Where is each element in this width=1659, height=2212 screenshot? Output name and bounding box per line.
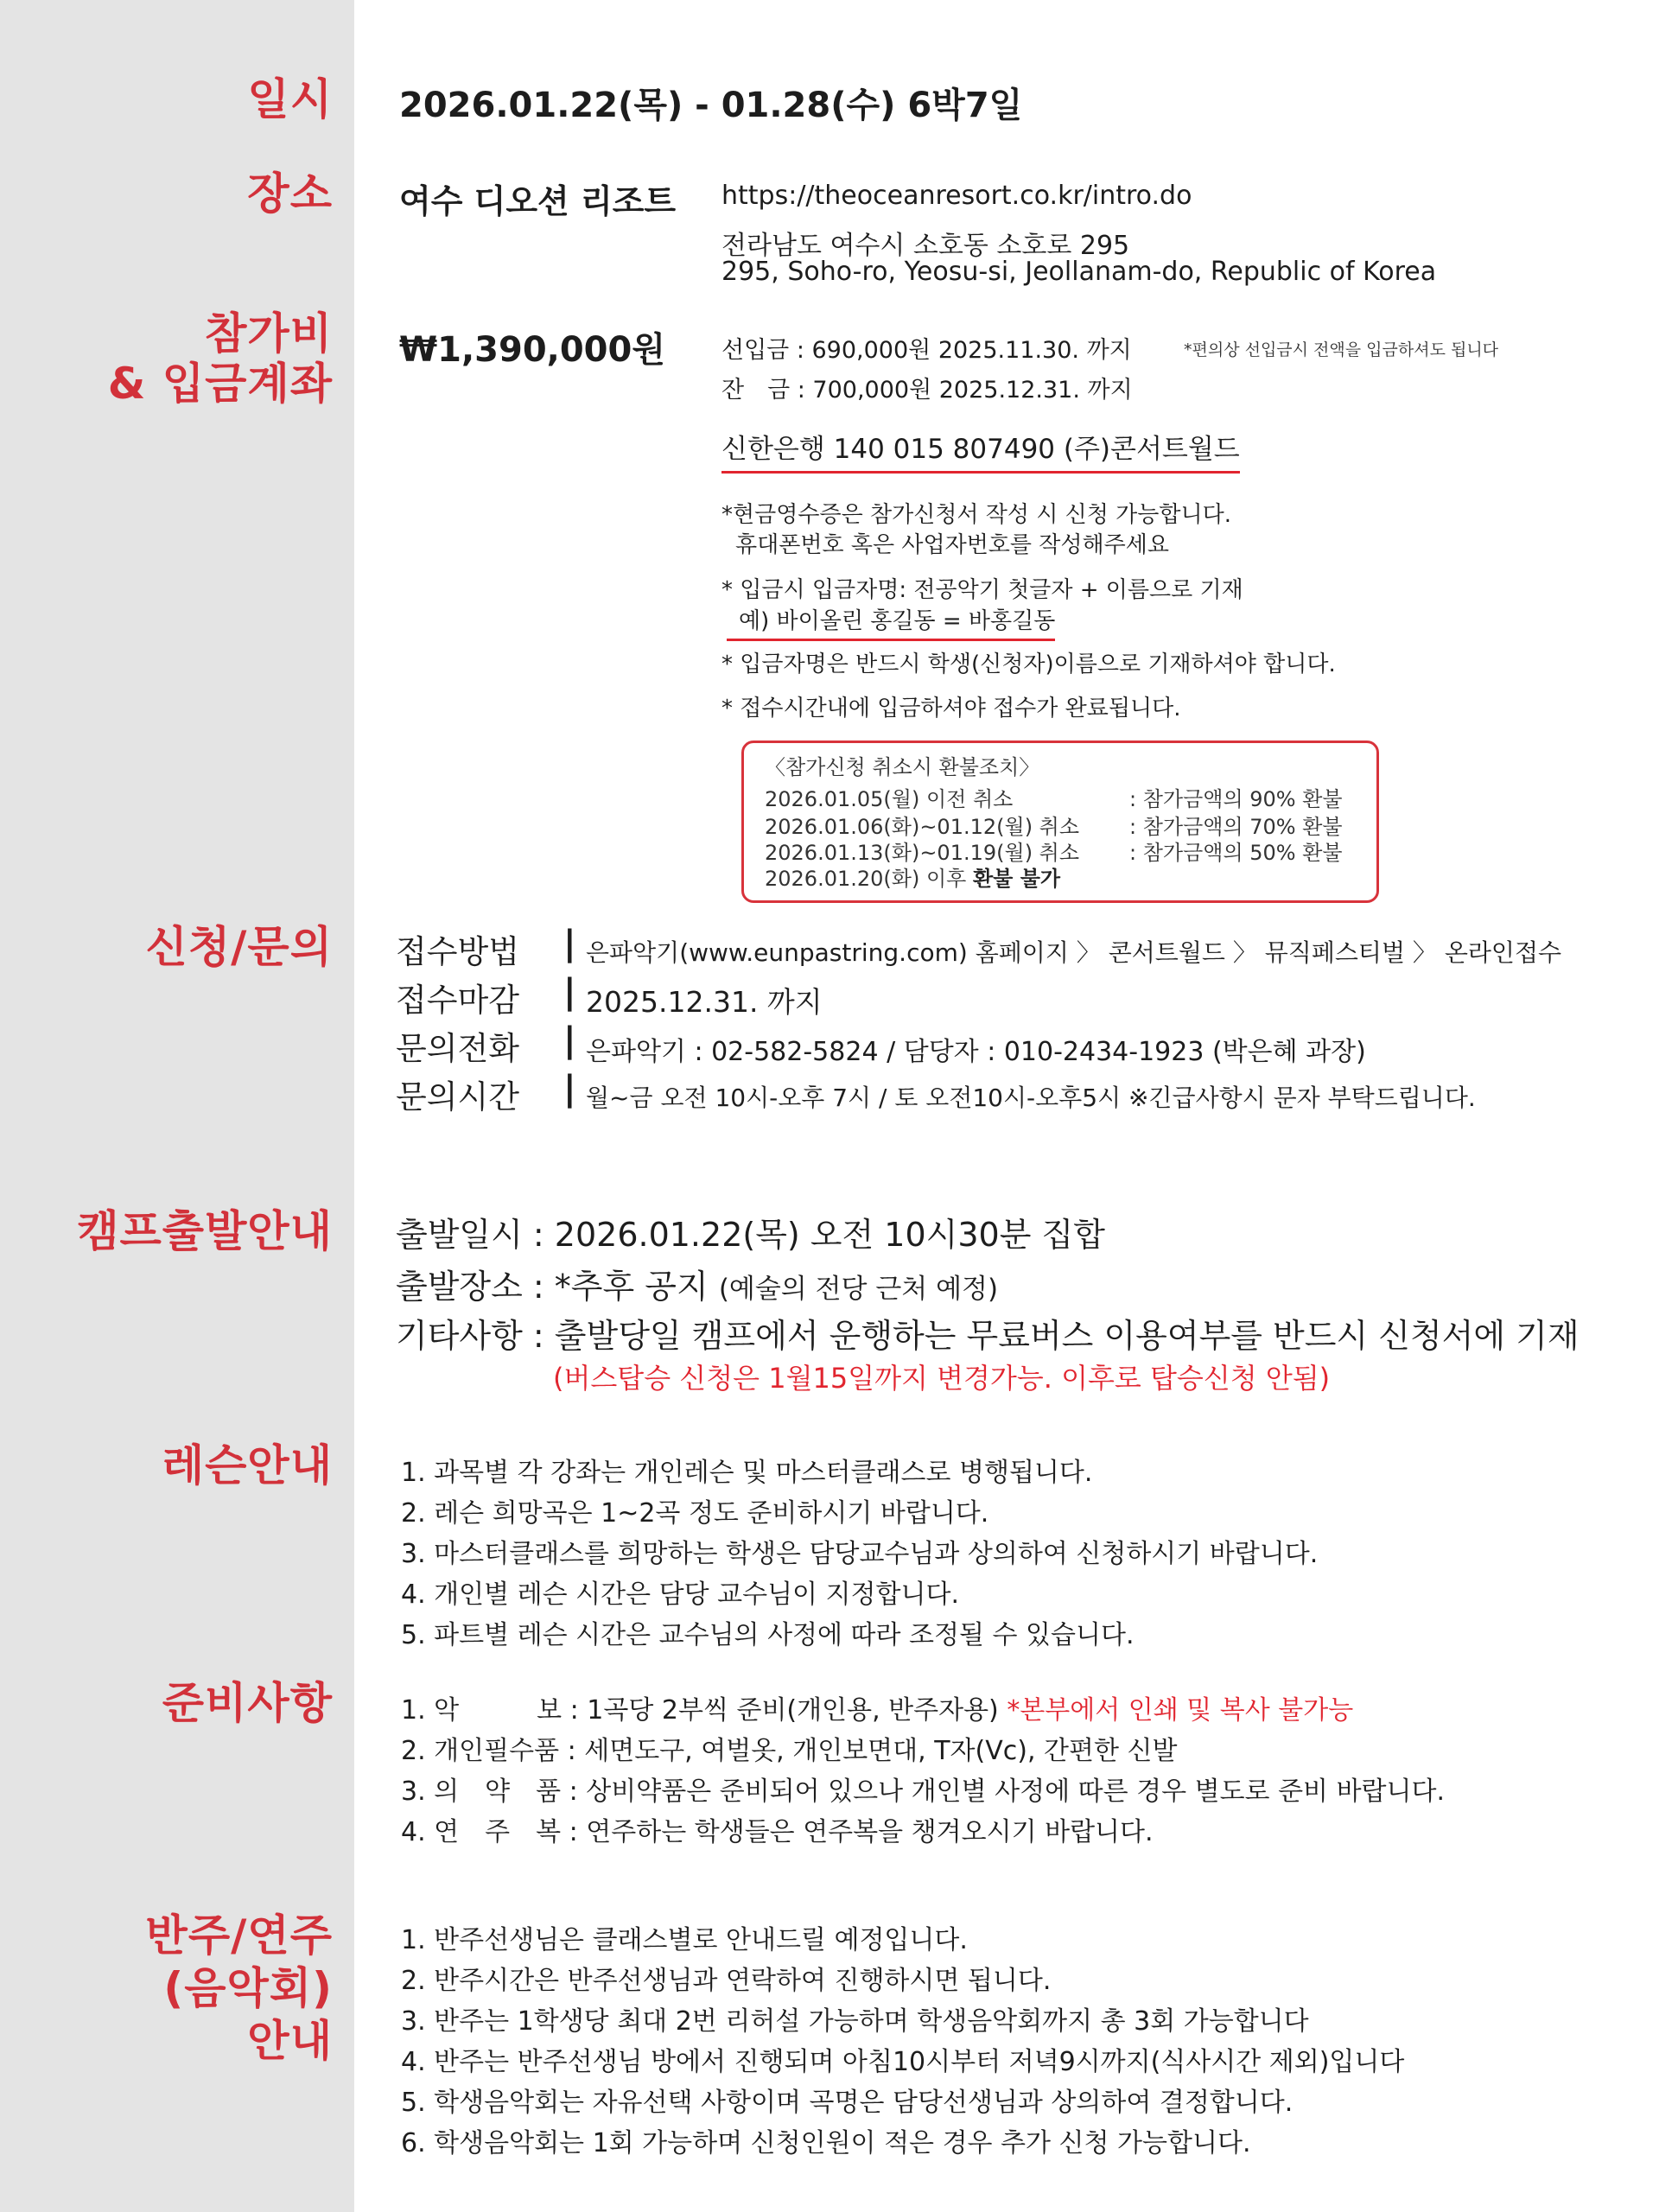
divider-bar: | (563, 1020, 576, 1060)
label-accompany: 반주/연주 (145, 1910, 333, 1961)
label-fee: 참가비 (205, 308, 333, 359)
apply-deadline-value: 2025.12.31. 까지 (586, 985, 823, 1019)
fee-note-3: * 입금시 입금자명: 전공악기 첫글자 + 이름으로 기재 (721, 577, 1243, 603)
no-refund-text: 환불 불가 (972, 867, 1061, 891)
refund-policy-box (741, 741, 1379, 903)
label-lesson: 레슨안내 (162, 1440, 333, 1491)
contact-hours-value: 월~금 오전 10시-오후 7시 / 토 오전10시-오후5시 ※긴급사항시 문자 부탁드립니다. (586, 1084, 1476, 1112)
list-item: 1. 과목별 각 강좌는 개인레슨 및 마스터클래스로 병행됩니다. (401, 1458, 1093, 1488)
venue-url[interactable]: https://theoceanresort.co.kr/intro.do (721, 181, 1192, 211)
contact-hours-key: 문의시간 (396, 1078, 519, 1116)
refund-policy-3: : 참가금액의 50% 환불 (1129, 841, 1343, 865)
bank-account: 신한은행 140 015 807490 (주)콘서트월드 (721, 427, 1240, 474)
list-item: 3. 의 약 품 : 상비약품은 준비되어 있으나 개인별 사정에 따른 경우 별도로 준비 바랍니다. (401, 1777, 1446, 1807)
divider-bar: | (563, 1069, 576, 1109)
camp-departure-time: 출발일시 : 2026.01.22(목) 오전 10시30분 집합 (396, 1216, 1105, 1254)
list-item: 4. 반주는 반주선생님 방에서 진행되며 아침10시부터 저녁9시까지(식사시간 제외)입니다 (401, 2047, 1405, 2077)
label-fee-account: & 입금계좌 (107, 359, 333, 409)
list-item: 2. 레슨 희망곡은 1~2곡 정도 준비하시기 바랍니다. (401, 1498, 989, 1529)
prep-list (401, 1690, 1445, 1853)
list-item: 6. 학생음악회는 1회 가능하며 신청인원이 적은 경우 추가 신청 가능합니다. (401, 2128, 1251, 2158)
fee-note-6: * 접수시간내에 입금하셔야 접수가 완료됩니다. (721, 696, 1181, 721)
refund-policy-2: : 참가금액의 70% 환불 (1129, 815, 1343, 839)
venue-name: 여수 디오션 리조트 (399, 182, 677, 220)
camp-other-info: 기타사항 : 출발당일 캠프에서 운행하는 무료버스 이용여부를 반드시 신청서에 기재 (396, 1317, 1580, 1355)
venue-address-en: 295, Soho-ro, Yeosu-si, Jeollanam-do, Republic of Korea (721, 257, 1437, 287)
list-item: 2. 반주시간은 반주선생님과 연락하여 진행하시면 됩니다. (401, 1966, 1052, 1996)
list-item (401, 1690, 1445, 1731)
label-camp: 캠프출발안내 (77, 1206, 333, 1256)
list-item: 5. 학생음악회는 자유선택 사항이며 곡명은 담당선생님과 상의하여 결정합니다. (401, 2088, 1294, 2118)
list-item: 3. 마스터클래스를 희망하는 학생은 담당교수님과 상의하여 신청하시기 바랍니다. (401, 1539, 1319, 1569)
prep-item-1-warning: *본부에서 인쇄 및 복사 불가능 (1007, 1695, 1354, 1726)
label-apply: 신청/문의 (145, 922, 333, 972)
fee-balance: 잔 금 : 700,000원 2025.12.31. 까지 (721, 377, 1133, 404)
list-item: 5. 파트별 레슨 시간은 교수님의 사정에 따라 조정될 수 있습니다. (401, 1620, 1135, 1650)
prep-item-1: 1. 악 보 : 1곡당 2부씩 준비(개인용, 반주자용) (401, 1695, 999, 1726)
apply-method-key: 접수방법 (396, 933, 519, 970)
label-date: 일시 (247, 74, 333, 124)
label-concert: (음악회) (163, 1963, 333, 2013)
contact-phone-key: 문의전화 (396, 1030, 519, 1067)
fee-note-1: *현금영수증은 참가신청서 작성 시 신청 가능합니다. (721, 502, 1232, 528)
divider-bar: | (563, 924, 576, 963)
lesson-list (401, 1452, 1318, 1656)
refund-period-4-text: 2026.01.20(화) 이후 (765, 867, 967, 891)
label-guide: 안내 (247, 2016, 333, 2066)
refund-period-2: 2026.01.06(화)~01.12(월) 취소 (765, 815, 1080, 839)
refund-title: 〈참가신청 취소시 환불조치〉 (765, 755, 1040, 779)
refund-period-1: 2026.01.05(월) 이전 취소 (765, 787, 1014, 811)
venue-address-ko: 전라남도 여수시 소호동 소호로 295 (721, 231, 1130, 261)
bus-warning: (버스탑승 신청은 1월15일까지 변경가능. 이후로 탑승신청 안됨) (553, 1362, 1331, 1395)
fee-note-5: * 입금자명은 반드시 학생(신청자)이름으로 기재하셔야 합니다. (721, 652, 1336, 677)
divider-bar: | (563, 972, 576, 1012)
accompany-list (401, 1920, 1404, 2164)
camp-departure-place-text: 출발장소 : *추후 공지 (396, 1268, 709, 1306)
fee-note-4: 예) 바이올린 홍길동 = 바홍길동 (727, 603, 1055, 641)
contact-phone-value: 은파악기 : 02-582-5824 / 담당자 : 010-2434-1923 (박은혜 과장) (586, 1037, 1366, 1067)
fee-deposit: 선입금 : 690,000원 2025.11.30. 까지 (721, 337, 1132, 364)
camp-departure-place (396, 1260, 998, 1307)
list-item: 2. 개인필수품 : 세면도구, 여벌옷, 개인보면대, T자(Vc), 간편한 신발 (401, 1736, 1178, 1766)
schedule-dates: 2026.01.22(목) - 01.28(수) 6박7일 (399, 86, 1023, 125)
list-item: 4. 연 주 복 : 연주하는 학생들은 연주복을 챙겨오시기 바랍니다. (401, 1817, 1154, 1847)
refund-period-4 (765, 861, 1060, 892)
apply-method-value: 은파악기(www.eunpastring.com) 홈페이지 〉 콘서트월드 〉 뮤직페스티벌 〉 온라인접수 (586, 938, 1562, 967)
list-item: 4. 개인별 레슨 시간은 담당 교수님이 지정합니다. (401, 1580, 959, 1610)
apply-deadline-key: 접수마감 (396, 982, 519, 1019)
camp-place-note: (예술의 전당 근처 예정) (718, 1274, 999, 1305)
label-prep: 준비사항 (162, 1678, 333, 1728)
fee-total: ₩1,390,000원 (399, 330, 665, 370)
label-place: 장소 (247, 168, 333, 219)
fee-deposit-note: *편의상 선입금시 전액을 입금하셔도 됩니다 (1184, 340, 1499, 359)
refund-policy-1: : 참가금액의 90% 환불 (1129, 787, 1343, 811)
list-item: 3. 반주는 1학생당 최대 2번 리허설 가능하며 학생음악회까지 총 3회 가능합니다 (401, 2006, 1309, 2037)
list-item: 1. 반주선생님은 클래스별로 안내드릴 예정입니다. (401, 1925, 968, 1955)
refund-period-3: 2026.01.13(화)~01.19(월) 취소 (765, 841, 1080, 865)
fee-note-2: 휴대폰번호 혹은 사업자번호를 작성해주세요 (735, 532, 1169, 558)
